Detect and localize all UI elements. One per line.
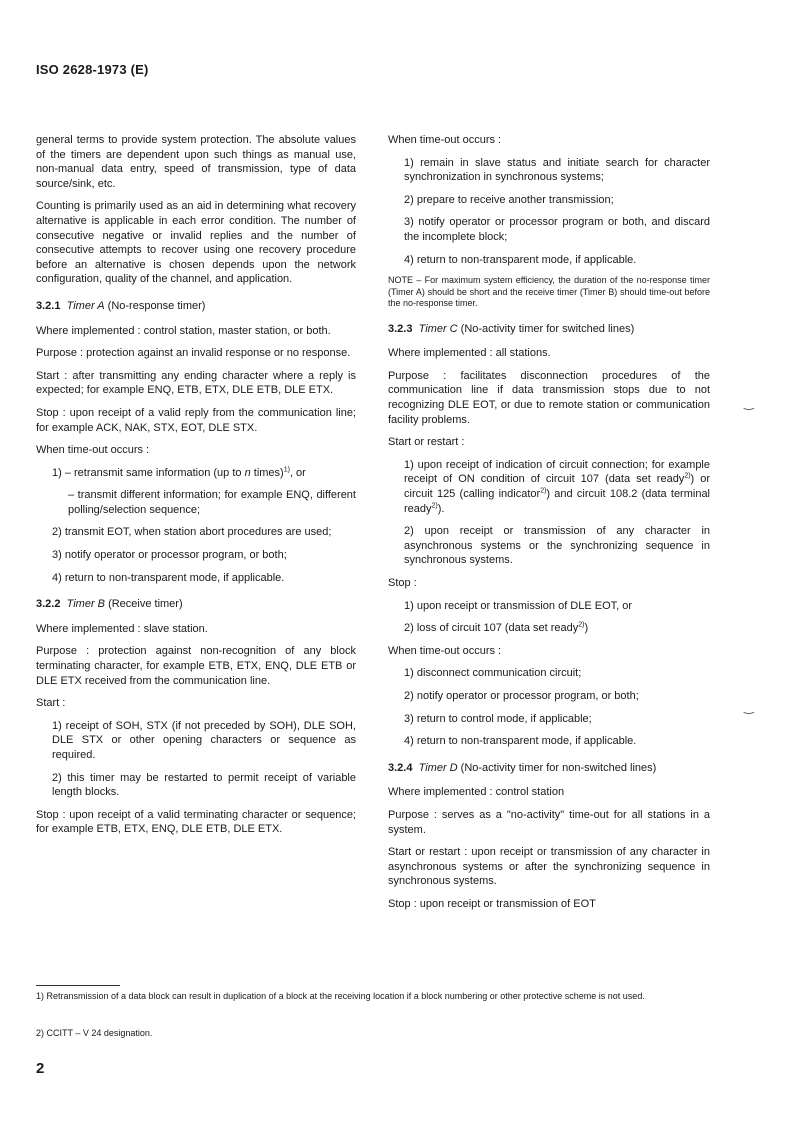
section-title: Timer B [66,598,105,611]
paragraph: Purpose : protection against an invalid response or no response. [36,347,351,360]
paragraph: Purpose : facilitates disconnection procedures of the communication line if data transmission stops due to not recognizing DLE EOT, or due to remote station or communication facility problems. [388,369,710,426]
footnote-divider [36,985,120,986]
footnote-ref: 2) [684,472,691,480]
footnote-ref: 2) [431,501,438,509]
paragraph: Purpose : serves as a "no-activity" time-out for all stations in a system. [388,808,710,836]
section-title: Timer D [418,761,458,774]
list-item [404,458,710,516]
section-heading-3-2-3 [388,322,710,337]
list-item [52,466,356,481]
list-item: 4) return to non-transparent mode, if applicable. [404,735,637,748]
list-item: 2) notify operator or processor program, or both; [404,689,639,702]
list-item: 1) remain in slave status and initiate search for character synchronization in synchronous systems; [404,156,710,184]
section-number: 3.2.2 [36,598,61,611]
paragraph: Start or restart : [388,436,465,449]
footnote-ref: 2) [540,487,547,495]
paragraph: When time-out occurs : [388,134,502,146]
list-item: – transmit different information; for example ENQ, different polling/selection sequence; [68,489,356,516]
list-item-text: ) and circuit 108.2 (data terminal ready [404,488,711,515]
section-description: (Receive timer) [108,598,183,611]
paragraph: general terms to provide system protection. The absolute values of the timers are dependent upon such things as manual use, non-manual data entry, speed of transmission, type of data source/sink, etc. [36,134,356,190]
paragraph: Start : after transmitting any ending character where a reply is expected; for example ENQ, ETB, ETX, DLE ETB, DLE ETX. [36,369,356,397]
note: NOTE – For maximum system efficiency, the duration of the no-response timer (Timer A) should be short and the receive timer (Timer B) should time-out before the no-response timer. [388,275,710,309]
paragraph: Start or restart : upon receipt or transmission of any character in asynchronous systems or after the synchronizing sequence in synchronous systems. [388,846,710,888]
list-item-text: 1) – retransmit same information (up to [52,466,245,479]
paragraph: Stop : [388,576,417,589]
list-item: 1) upon receipt or transmission of DLE EOT, or [404,599,633,612]
list-item-text: times) [250,466,284,479]
list-item: 3) notify operator or processor program, or both; [52,549,287,562]
list-item: 2) transmit EOT, when station abort procedures are used; [52,526,332,539]
footnote-ref: 1) [283,466,290,474]
scan-mark-icon: ‿ [744,700,754,714]
section-description: (No-activity timer for switched lines) [460,322,635,335]
page-number: 2 [36,1060,45,1077]
list-item: 2) upon receipt or transmission of any character in asynchronous systems or the synchronizing sequence in synchronous systems. [404,525,710,567]
paragraph: Where implemented : control station, master station, or both. [36,324,331,337]
list-item: 1) disconnect communication circuit; [404,667,582,680]
paragraph: Counting is primarily used as an aid in determining what recovery alternative is applicable in each error condition. The number of consecutive negative or invalid replies and the number of consecutive attempts to recover using one recovery procedure before an alternative is chosen depends upon the network configuration, quality of the channel, and application. [36,200,356,286]
paragraph: Where implemented : slave station. [36,622,208,635]
section-heading-3-2-4 [388,761,710,776]
list-item-text: ) [584,622,589,635]
list-item: 2) prepare to receive another transmission; [404,193,614,206]
footnote-2: 2) CCITT – V 24 designation. [36,1028,153,1038]
right-column [388,133,710,919]
paragraph: Start : [36,697,66,710]
list-item: 4) return to non-transparent mode, if applicable. [52,571,285,584]
list-item: 1) receipt of SOH, STX (if not preceded by SOH), DLE SOH, DLE STX or other opening characters or sequence as required. [52,719,356,761]
paragraph: Purpose : protection against non-recognition of any block terminating character, for example ETB, ETX, ENQ, DLE ETB or DLE ETX received from the communication line. [36,645,356,687]
list-item: 3) notify operator or processor program or both, and discard the incomplete block; [404,216,710,243]
list-item-text: , or [289,466,306,479]
section-description: (No-activity timer for non-switched lines) [460,761,657,774]
paragraph: When time-out occurs : [388,644,502,657]
section-heading-3-2-1 [36,299,356,314]
section-number: 3.2.1 [36,299,61,312]
list-item-text: ) or circuit 125 (calling indicator [404,473,710,500]
scan-mark-icon: ‿ [744,396,754,410]
list-item-text: 1) upon receipt of indication of circuit connection; for example receipt of ON condition of circuit 107 (data set ready [404,458,710,486]
document-header: ISO 2628-1973 (E) [36,62,149,77]
list-item: 4) return to non-transparent mode, if applicable. [404,253,637,266]
paragraph: When time-out occurs : [36,444,150,457]
paragraph: Where implemented : all stations. [388,347,551,360]
list-item [404,621,710,636]
left-column [36,133,356,845]
footnote-ref: 2) [578,621,585,629]
paragraph: Stop : upon receipt of a valid terminating character or sequence; for example ETB, ETX, ENQ, DLE ETB, DLE ETX. [36,808,356,836]
section-number: 3.2.4 [388,761,413,774]
paragraph: Stop : upon receipt or transmission of EOT [388,897,596,910]
list-item-text: n [244,466,251,479]
section-title: Timer A [66,299,105,312]
section-number: 3.2.3 [388,322,413,335]
footnote-1: 1) Retransmission of a data block can result in duplication of a block at the receiving location if a block numbering or other protective scheme is not used. [36,991,645,1001]
section-title: Timer C [418,322,458,335]
section-description: (No-response timer) [107,299,206,312]
paragraph: Stop : upon receipt of a valid reply from the communication line; for example ACK, NAK, STX, EOT, DLE STX. [36,406,356,434]
list-item: 2) this timer may be restarted to permit receipt of variable length blocks. [52,771,356,799]
section-heading-3-2-2 [36,597,356,612]
list-item-text: 2) loss of circuit 107 (data set ready [404,622,579,635]
paragraph: Where implemented : control station [388,786,565,799]
list-item-text: ). [437,502,445,515]
list-item: 3) return to control mode, if applicable; [404,712,592,725]
